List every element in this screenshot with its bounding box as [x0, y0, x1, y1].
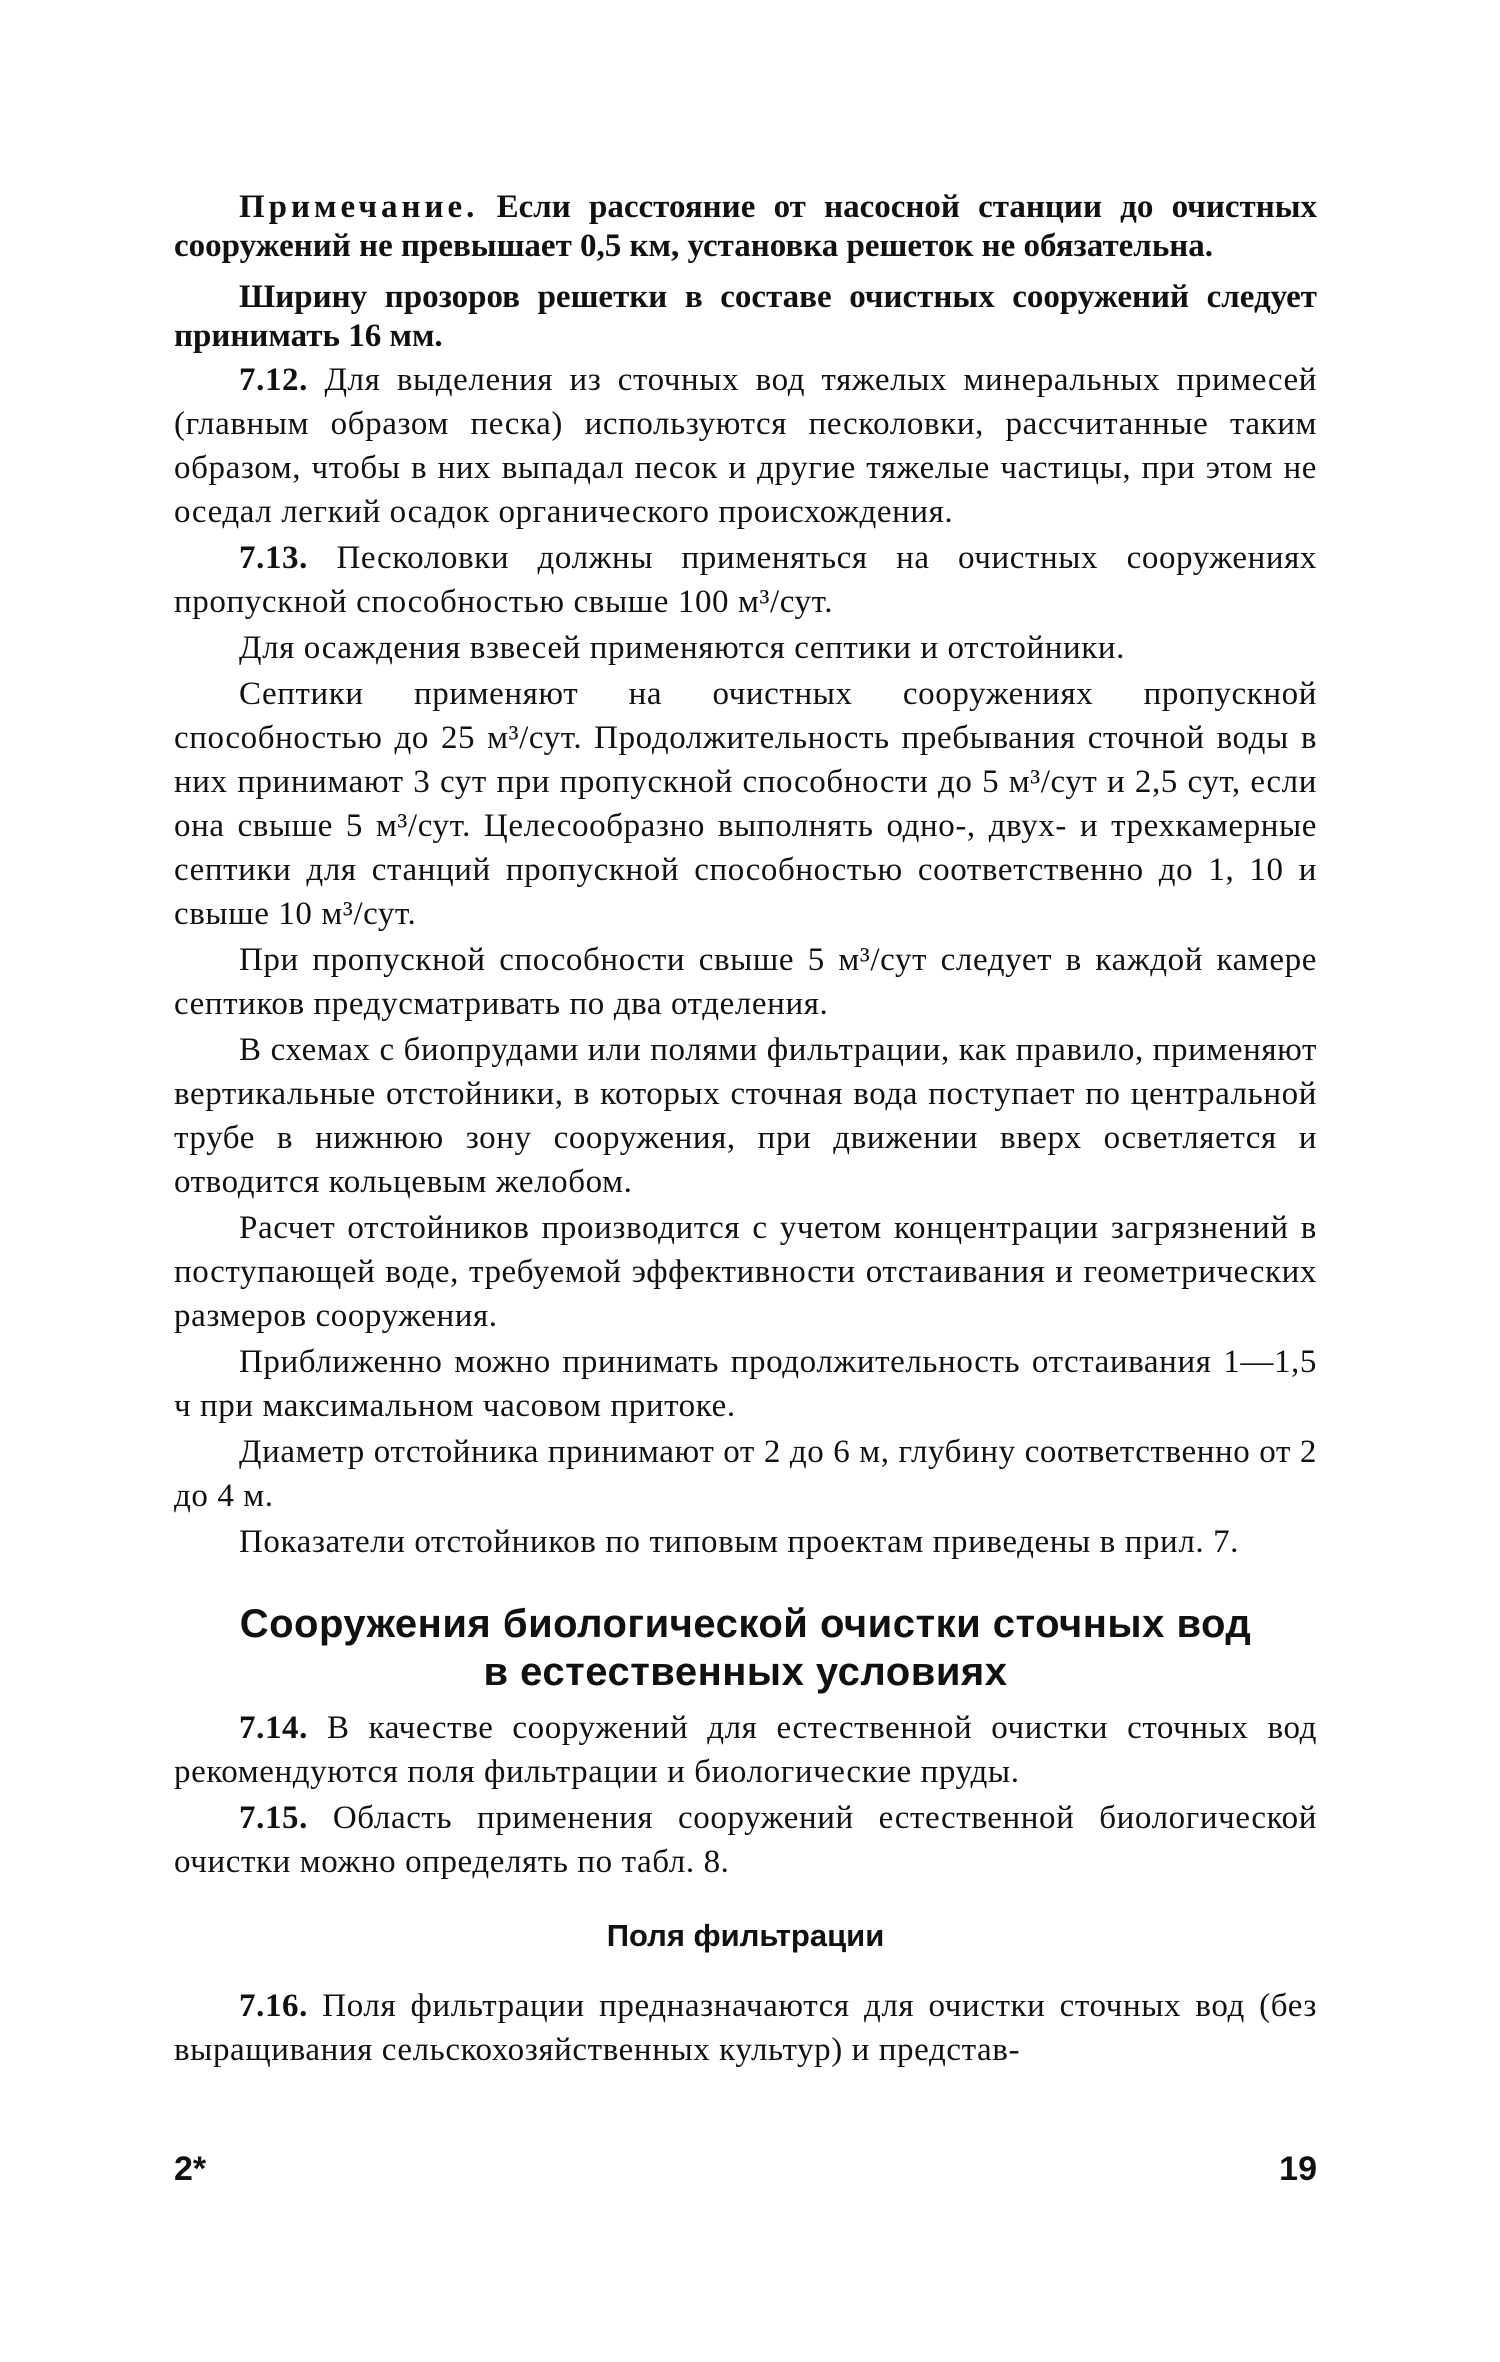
signature-mark: 2* — [174, 2150, 207, 2188]
clause-text: Песколовки должны применяться на очистных сооружениях пропускной способностью свыше 100 м³/сут. — [174, 540, 1317, 620]
paragraph-diameter: Диаметр отстойника принимают от 2 до 6 м, глубину соответственно от 2 до 4 м. — [174, 1434, 1317, 1514]
clause-number: 7.15. — [239, 1800, 308, 1836]
note-text: Если расстояние от насосной станции до очистных сооружений не превышает 0,5 км, установка решеток не обязательна. — [174, 189, 1318, 264]
paragraph-7-13 — [174, 536, 1317, 624]
clause-text: Область применения сооружений естественной биологической очистки можно определять по табл. 8. — [174, 1800, 1317, 1880]
clause-text: Поля фильтрации предназначаются для очистки сточных вод (без выращивания сельскохозяйственных культур) и представ- — [174, 1988, 1317, 2068]
clause-number: 7.14. — [239, 1710, 308, 1746]
paragraph-approximate: Приближенно можно принимать продолжительность отстаивания 1—1,5 ч при максимальном часовом притоке. — [174, 1344, 1317, 1424]
clause-text: Для выделения из сточных вод тяжелых минеральных примесей (главным образом песка) используются песколовки, рассчитанные таким образом, чтобы в них выпадал песок и другие тяжелые частицы, при этом не оседал легкий осадок органического происхождения. — [174, 362, 1317, 530]
note-paragraph — [174, 188, 1317, 266]
note-label: Примечание. — [239, 189, 479, 225]
section-heading — [174, 1600, 1317, 1696]
clause-number: 7.13. — [239, 540, 308, 576]
paragraph-schemes: В схемах с биопрудами или полями фильтрации, как правило, применяют вертикальные отстойники, в которых сточная вода поступает по центральной трубе в нижнюю зону сооружения, при движении вверх осветляется и отводится кольцевым желобом. — [174, 1032, 1317, 1200]
paragraph-7-12 — [174, 358, 1317, 534]
clause-text: В качестве сооружений для естественной очистки сточных вод рекомендуются поля фильтрации и биологические пруды. — [174, 1710, 1317, 1790]
section-heading-line-1: Сооружения биологической очистки сточных вод — [239, 1602, 1252, 1646]
page-footer — [174, 2150, 1317, 2194]
subsection-heading: Поля фильтрации — [606, 1918, 885, 1953]
paragraph-indicators: Показатели отстойников по типовым проектам приведены в прил. 7. — [239, 1524, 1240, 1560]
note-continuation-paragraph: Ширину прозоров решетки в составе очистных сооружений следует принимать 16 мм. — [174, 279, 1317, 354]
clause-number: 7.12. — [239, 362, 308, 398]
paragraph-septic: Септики применяют на очистных сооружениях пропускной способностью до 25 м³/сут. Продолжительность пребывания сточной воды в них принимают 3 сут при пропускной способности до 5 м³/сут и 2,5 сут, если она свыше 5 м³/сут. Целесообразно выполнять одно-, двух- и трехкамерные септики для станций пропускной способностью соответственно до 1, 10 и свыше 10 м³/сут. — [174, 676, 1317, 932]
paragraph-septic-sections: При пропускной способности свыше 5 м³/сут следует в каждой камере септиков предусматривать по два отделения. — [174, 942, 1317, 1022]
clause-number: 7.16. — [239, 1988, 308, 2024]
page-number: 19 — [1279, 2150, 1317, 2188]
section-heading-line-2: в естественных условиях — [483, 1650, 1008, 1694]
paragraph-7-16 — [174, 1984, 1317, 2072]
paragraph-7-14 — [174, 1706, 1317, 1794]
paragraph-7-15 — [174, 1796, 1317, 1884]
page-content — [174, 188, 1317, 2074]
paragraph-calculation: Расчет отстойников производится с учетом концентрации загрязнений в поступающей воде, требуемой эффективности отстаивания и геометрических размеров сооружения. — [174, 1210, 1317, 1334]
paragraph-sediment: Для осаждения взвесей применяются септики и отстойники. — [239, 630, 1126, 666]
